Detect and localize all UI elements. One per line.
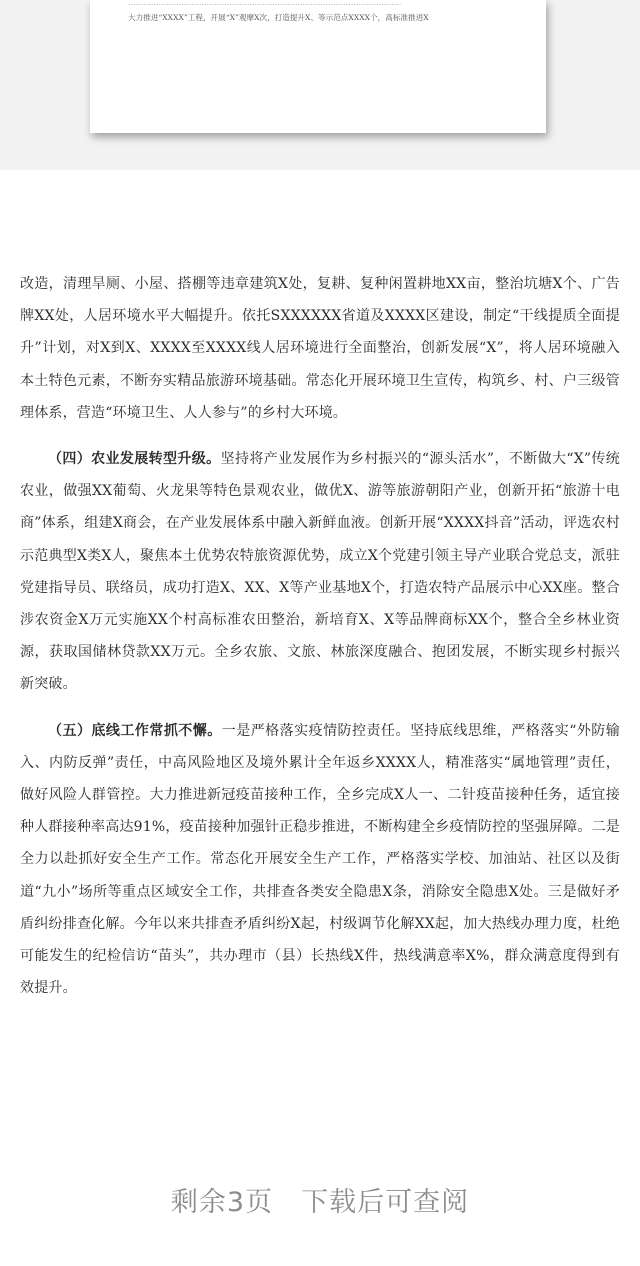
download-prompt[interactable] [0, 1180, 640, 1219]
paragraph-baseline [20, 715, 620, 1005]
preview-text-line: 大力推进“XXXX”工程，开展“X”观摩X次，打造提升X、等示范点XXXX个，高标准推进X [128, 13, 429, 22]
paragraph-text: 一是严格落实疫情防控责任。坚持底线思维，严格落实“外防输入、内防反弹”责任，中高风险地区及境外累计全年返乡XXXX人，精准落实“属地管理”责任，做好风险人群管控。大力推进新冠疫苗接种工作，全乡完成X人一、二针疫苗接种任务，适宜接种人群接种率高达91%，疫苗接种加强针正稳步推进，不断构建全乡疫情防控的坚强屏障。二是全力以赴抓好安全生产工作。常态化开展安全生产工作，严格落实学校、加油站、社区以及街道“九小”场所等重点区域安全工作，共排查各类安全隐患X条，消除安全隐患X处。三是做好矛盾纠纷排查化解。今年以来共排查矛盾纠纷X起，村级调节化解XX起，加大热线办理力度，杜绝可能发生的纪检信访“苗头”，共办理市（县）长热线X件，热线满意率X%，群众满意度得到有效提升。 [20, 722, 620, 997]
paragraph-text: 坚持将产业发展作为乡村振兴的“源头活水”，不断做大“X”传统农业，做强XX葡萄、火龙果等特色景观农业，做优X、游等旅游朝阳产业，创新开拓“旅游十电商”体系，组建X商会，在产业发展体系中融入新鲜血液。创新开展“XXXX抖音”活动，评选农村示范典型X类X人，聚焦本土优势农特旅资源优势，成立X个党建引领主导产业联合党总支，派驻党建指导员、联络员，成功打造X、XX、X等产业基地X个，打造农特产品展示中心XX座。整合涉农资金X万元实施XX个村高标准农田整治，新培育X、X等品牌商标XX个，整合全乡林业资源，获取国储林贷款XX万元。全乡农旅、文旅、林旅深度融合、抱团发展，不断实现乡村振兴新突破。 [20, 451, 620, 693]
section-heading: （四）农业发展转型升级。 [48, 451, 221, 468]
section-heading: （五）底线工作常抓不懈。 [48, 722, 222, 739]
document-body [20, 268, 620, 1018]
paragraph-text: 改造，清理旱厕、小屋、搭棚等违章建筑X处，复耕、复种闲置耕地XX亩，整治坑塘X个、广告牌XX处，人居环境水平大幅提升。依托SXXXXXX省道及XXXX区建设，制定“干线提质全面提升”计划，对X到X、XXXX至XXXX线人居环境进行全面整治，创新发展“X”，将人居环境融入本土特色元素，不断夯实精品旅游环境基础。常态化开展环境卫生宣传，构筑乡、村、户三级管理体系，营造“环境卫生、人人参与”的乡村大环境。 [20, 276, 620, 421]
download-to-view-text[interactable]: 下载后可查阅 [301, 1187, 470, 1218]
remaining-pages-text[interactable]: 剩余3页 [170, 1187, 274, 1218]
previous-page-thumbnail [90, 0, 546, 133]
paragraph-environment [20, 268, 620, 429]
preview-faint-line: ……………………………………………………………………………………………… [128, 0, 402, 6]
preview-area [0, 0, 640, 170]
paragraph-agriculture [20, 443, 620, 701]
